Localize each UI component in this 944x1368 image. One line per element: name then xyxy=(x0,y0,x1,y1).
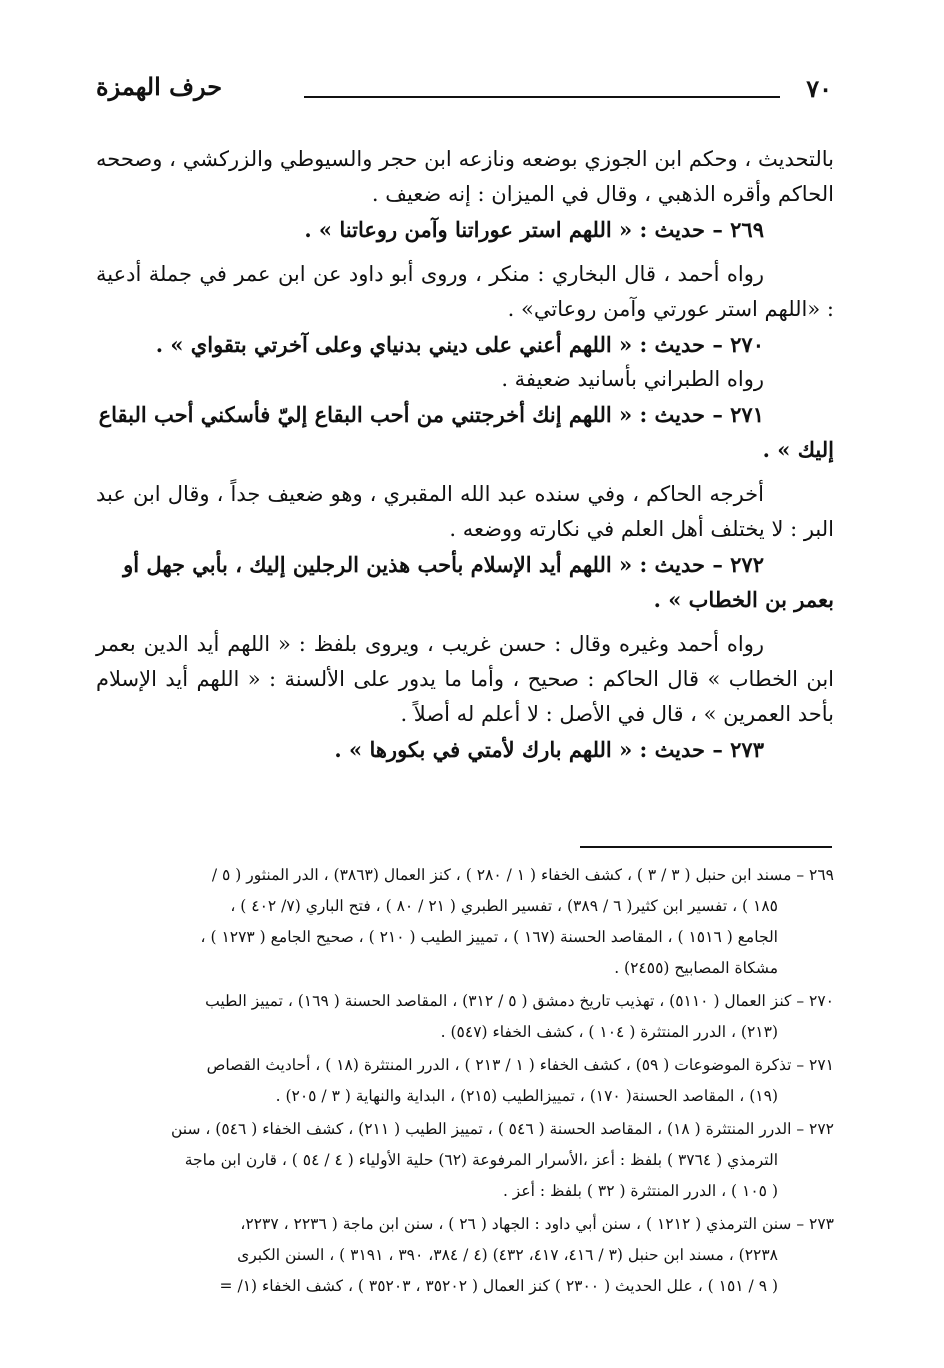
footnote-270 xyxy=(96,986,834,1048)
footnote-271 xyxy=(96,1050,834,1112)
page-number: ٧٠ xyxy=(806,74,832,103)
narration-272: رواه أحمد وغيره وقال : حسن غريب ، ويروى بلفظ : « اللهم أيد الدين بعمر ابن الخطاب » قال الحاكم : صحيح ، وأما ما يدور على الألسنة : « اللهم أيد الإسلام بأحد العمرين » ، قال في الأصل : لا أعلم له أصلاً . xyxy=(96,632,834,726)
main-text xyxy=(96,142,834,767)
footnote-273 xyxy=(96,1209,834,1302)
hadith-273: ٢٧٣ – حديث : « اللهم بارك لأمتي في بكورها » . xyxy=(334,737,764,762)
footnote-line: ١٨٥ ) ، تفسير ابن كثير( ٦ / ٣٨٩) ، تفسير الطبري ( ٢١ / ٨٠ ) ، فتح الباري (٧/ ٤٠٢ ) ، xyxy=(230,897,778,915)
paragraph: بالتحديث ، وحكم ابن الجوزي بوضعه ونازعه ابن حجر والسيوطي والزركشي ، وصححه الحاكم وأقره الذهبي ، وقال في الميزان : إنه ضعيف . xyxy=(96,147,834,206)
chapter-title: حرف الهمزة xyxy=(96,72,223,101)
footnote-line: الجامع ( ١٥١٦ ) ، المقاصد الحسنة (١٦٧ ) ، تمييز الطيب ( ٢١٠ ) ، صحيح الجامع ( ١٢٧٣ ) ، xyxy=(200,928,778,946)
footnote-line: ٢٢٣٨) ، مسند ابن حنبل (٣ / ٤١٦، ٤١٧، ٤٣٢) (٤ / ٣٨٤، ٣٩٠ ، ٣١٩١ ) ، السنن الكبرى xyxy=(237,1246,778,1264)
footnote-line: ٢٦٩ – مسند ابن حنبل ( ٣ / ٣ ) ، كشف الخفاء ( ١ / ٢٨٠ ) ، كنز العمال (٣٨٦٣) ، الدر المنثور ( ٥ / xyxy=(211,866,834,884)
footnote-line: ٢٧٣ – سنن الترمذي ( ١٢١٢ ) ، سنن أبي داود : الجهاد ( ٢٦ ) ، سنن ابن ماجة ( ٢٢٣٦ ، ٢٢٣٧، xyxy=(240,1215,834,1233)
footnote-line: ( ٩ / ١٥١ ) ، علل الحديث ( ٢٣٠٠ ) كنز العمال ( ٣٥٢٠٢ ، ٣٥٢٠٣ ) ، كشف الخفاء (١/ = xyxy=(219,1277,778,1295)
narration-270: رواه الطبراني بأسانيد ضعيفة . xyxy=(501,367,764,391)
footnote-line: ٢٧١ – تذكرة الموضوعات ( ٥٩) ، كشف الخفاء ( ١ / ٢١٣ ) ، الدرر المنتثرة (١٨ ) ، أحاديث القصاص xyxy=(206,1056,834,1074)
hadith-269: ٢٦٩ – حديث : « اللهم استر عوراتنا وآمن روعاتنا » . xyxy=(304,217,764,242)
footnote-line: (٢١٣) ، الدرر المنتثرة ( ١٠٤ ) ، كشف الخفاء (٥٤٧) . xyxy=(440,1023,778,1041)
footnote-272 xyxy=(96,1114,834,1207)
footnote-line: ( ١٠٥ ) ، الدرر المنتثرة ( ٣٢ ) بلفظ : أعز . xyxy=(502,1182,778,1200)
page-header xyxy=(96,68,832,112)
hadith-271-continued: إليك » . xyxy=(762,437,834,462)
narration-269: رواه أحمد ، قال البخاري : منكر ، وروى أبو داود عن ابن عمر في جملة أدعية : «اللهم استر عورتي وآمن روعاتي» . xyxy=(96,262,834,321)
footnotes xyxy=(96,860,834,1304)
hadith-272: ٢٧٢ – حديث : « اللهم أيد الإسلام بأحب هذين الرجلين إليك ، بأبي جهل أو xyxy=(123,552,764,577)
footnote-line: مشكاة المصابيح (٢٤٥٥) . xyxy=(614,959,778,977)
footnote-line: ٢٧٢ – الدرر المنتثرة ( ١٨) ، المقاصد الحسنة ( ٥٤٦ ) ، تمييز الطيب ( ٢١١) ، كشف الخفاء ( ٥٤٦) ، سنن xyxy=(170,1120,834,1138)
hadith-272-continued: بعمر بن الخطاب » . xyxy=(653,587,834,612)
footnote-line: الترمذي ( ٣٧٦٤ ) بلفظ : أعز ،الأسرار المرفوعة (٦٢) حلية الأولياء ( ٤ / ٥٤ ) ، قارن ابن ماجة xyxy=(184,1151,778,1169)
hadith-270: ٢٧٠ – حديث : « اللهم أعني على ديني بدنياي وعلى آخرتي بتقواي » . xyxy=(155,332,764,357)
footnote-line: (١٩) ، المقاصد الحسنة( ١٧٠) ، تمييزالطيب (٢١٥) ، البداية والنهاية ( ٣ / ٢٠٥) . xyxy=(275,1087,778,1105)
header-rule xyxy=(304,96,780,98)
hadith-271: ٢٧١ – حديث : « اللهم إنك أخرجتني من أحب البقاع إليّ فأسكني أحب البقاع xyxy=(98,402,764,427)
narration-271: أخرجه الحاكم ، وفي سنده عبد الله المقبري ، وهو ضعيف جداً ، وقال ابن عبد البر : لا يختلف أهل العلم في نكارته ووضعه . xyxy=(96,482,834,541)
footnote-line: ٢٧٠ – كنز العمال ( ٥١١٠) ، تهذيب تاريخ دمشق ( ٥ / ٣١٢) ، المقاصد الحسنة ( ١٦٩) ، تمييز الطيب xyxy=(205,992,834,1010)
footnote-separator xyxy=(580,846,832,848)
footnote-269 xyxy=(96,860,834,984)
